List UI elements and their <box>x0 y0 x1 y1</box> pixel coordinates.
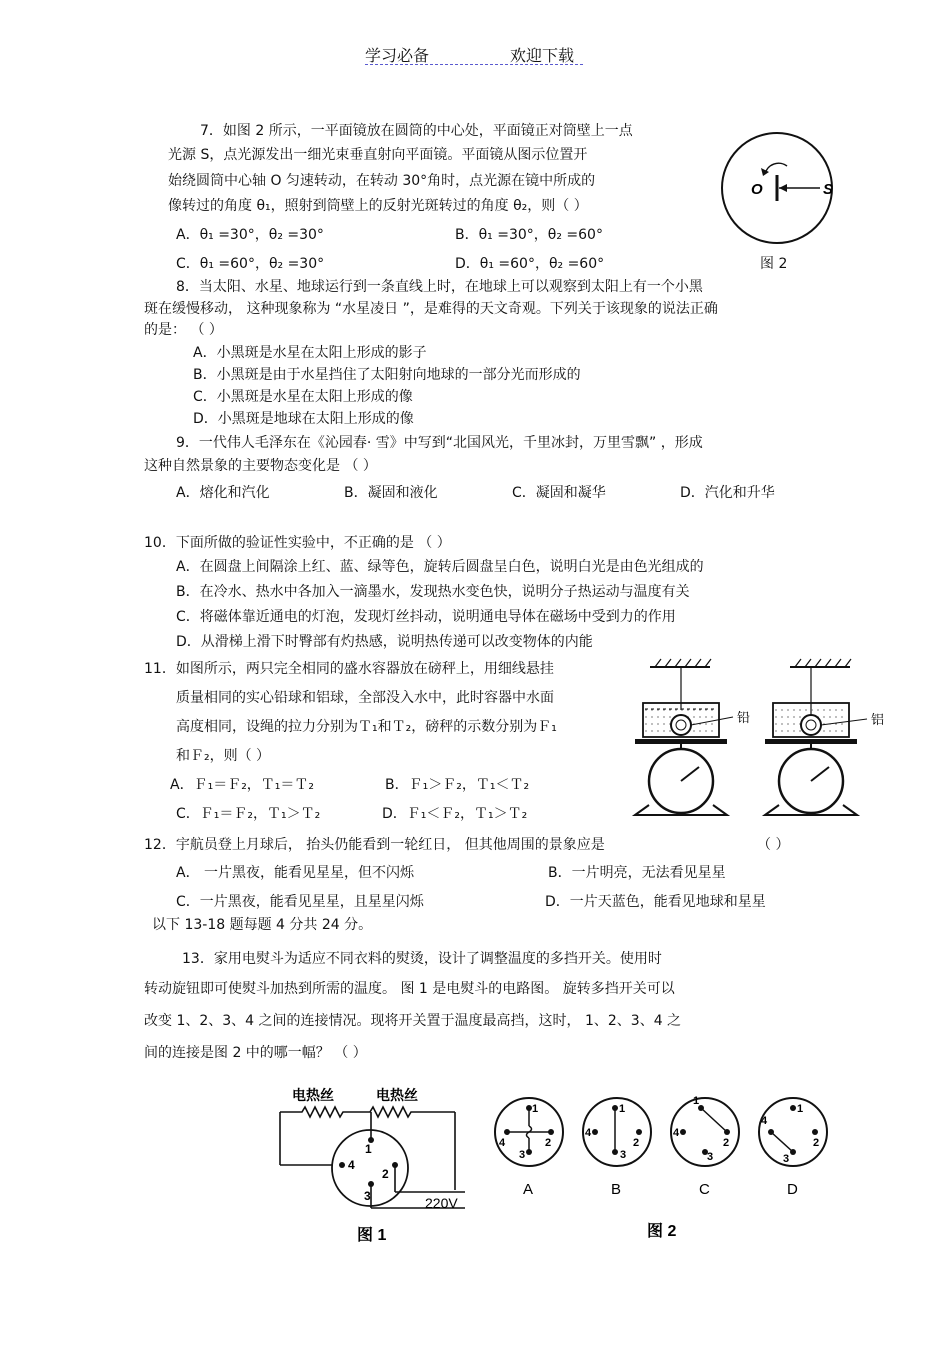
q7-line-1: 7．如图 2 所示，一平面镜放在圆筒的中心处，平面镜正对筒壁上一点 <box>200 123 633 139</box>
b-terminal-4: 4 <box>585 1127 592 1139</box>
header-right: 欢迎下载 <box>510 46 575 65</box>
q13-figure-1-circuit <box>270 1080 470 1250</box>
dial-option-b <box>583 1098 651 1198</box>
d-terminal-4: 4 <box>761 1115 768 1127</box>
heater-wires <box>280 1107 455 1117</box>
dial-option-d <box>759 1098 827 1198</box>
scale-right <box>765 659 884 815</box>
option-a-label: A <box>523 1181 534 1198</box>
option-c-label: C <box>699 1181 710 1198</box>
q13-line-3: 改变 1、2、3、4 之间的连接情况。现将开关置于温度最高挡，这时， 1、2、3、4 之 <box>144 1013 682 1029</box>
terminal-3: 3 <box>364 1189 371 1203</box>
q11-figure-scales <box>615 655 900 820</box>
q11-option-b: B．Ｆ₁＞Ｆ₂，Ｔ₁＜Ｔ₂ <box>385 777 530 793</box>
q11-option-c: C．Ｆ₁＝Ｆ₂，Ｔ₁＞Ｔ₂ <box>176 806 321 822</box>
heater-1-label: 电热丝 <box>292 1087 334 1103</box>
q11-option-a: A．Ｆ₁＝Ｆ₂，Ｔ₁＝Ｔ₂ <box>170 777 315 793</box>
terminal-2: 2 <box>382 1167 389 1181</box>
q7-option-c: C．θ₁ =60°，θ₂ =30° <box>176 256 325 272</box>
q12-paren: （ ） <box>757 837 790 853</box>
q13-line-4: 间的连接是图 2 中的哪一幅？ （ ） <box>144 1045 367 1061</box>
a-terminal-3: 3 <box>519 1149 526 1161</box>
o-label: O <box>751 181 763 198</box>
figure-2-caption: 图 2 <box>647 1223 677 1240</box>
q9-option-b: B．凝固和液化 <box>344 485 438 501</box>
q11-line-2: 质量相同的实心铅球和铝球，全部没入水中，此时容器中水面 <box>176 690 554 706</box>
q9-option-c: C．凝固和凝华 <box>512 485 606 501</box>
scale-left <box>635 659 750 815</box>
q12-option-a: A． 一片黑夜，能看见星星，但不闪烁 <box>176 865 415 881</box>
a-terminal-2: 2 <box>545 1137 552 1149</box>
option-d-label: D <box>787 1181 798 1198</box>
q8-line-1: 8．当太阳、水星、地球运行到一条直线上时，在地球上可以观察到太阳上有一个小黑 <box>176 279 703 295</box>
a-terminal-1: 1 <box>532 1103 539 1115</box>
q8-option-b: B．小黑斑是由于水星挡住了太阳射向地球的一部分光而形成的 <box>193 367 581 383</box>
q9-option-d: D．汽化和升华 <box>680 485 775 501</box>
q11-option-d: D．Ｆ₁＜Ｆ₂，Ｔ₁＞Ｔ₂ <box>382 806 528 822</box>
q7-line-4: 像转过的角度 θ₁，照射到筒壁上的反射光斑转过的角度 θ₂，则（ ） <box>168 198 588 214</box>
header-left: 学习必备 <box>365 46 430 65</box>
q12-option-d: D．一片天蓝色，能看见地球和星星 <box>545 894 766 910</box>
heater-2-label: 电热丝 <box>376 1087 418 1103</box>
q10-option-a: A．在圆盘上间隔涂上红、蓝、绿等色，旋转后圆盘呈白色，说明白光是由色光组成的 <box>176 559 704 575</box>
q10-option-d: D．从滑梯上滑下时臀部有灼热感，说明热传递可以改变物体的内能 <box>176 634 593 650</box>
q7-option-b: B．θ₁ =30°，θ₂ =60° <box>455 227 603 243</box>
q8-option-d: D．小黑斑是地球在太阳上形成的像 <box>193 411 414 427</box>
q12-option-c: C．一片黑夜，能看见星星，且星星闪烁 <box>176 894 424 910</box>
voltage-label: 220V <box>425 1195 458 1211</box>
q7-figure-cylinder <box>715 132 845 247</box>
dial-option-a <box>495 1098 563 1198</box>
q9-option-a: A．熔化和汽化 <box>176 485 270 501</box>
dial-option-c <box>671 1095 739 1198</box>
q8-option-c: C．小黑斑是水星在太阳上形成的像 <box>193 389 413 405</box>
q9-line-1: 9．一代伟人毛泽东在《沁园春· 雪》中写到“北国风光，千里冰封，万里雪飘” ，形成 <box>176 435 703 451</box>
q13-figure-2-options <box>487 1090 847 1250</box>
b-terminal-1: 1 <box>619 1103 626 1115</box>
q8-option-a: A．小黑斑是水星在太阳上形成的影子 <box>193 345 427 361</box>
q10-stem: 10．下面所做的验证性实验中，不正确的是 （ ） <box>144 535 451 551</box>
q8-line-2: 斑在缓慢移动， 这种现象称为 “水星凌日 ”，是难得的天文奇观。下列关于该现象的说法正确 <box>144 301 718 317</box>
b-terminal-2: 2 <box>633 1137 640 1149</box>
c-terminal-1: 1 <box>693 1095 700 1107</box>
q7-line-3: 始绕圆筒中心轴 O 匀速转动，在转动 30°角时，点光源在镜中所成的 <box>168 173 596 189</box>
q12-stem: 12．宇航员登上月球后， 抬头仍能看到一轮红日， 但其他周围的景象应是 <box>144 837 605 853</box>
a-terminal-4: 4 <box>499 1137 506 1149</box>
c-terminal-2: 2 <box>723 1137 730 1149</box>
q12-option-b: B．一片明亮，无法看见星星 <box>548 865 726 881</box>
d-terminal-2: 2 <box>813 1137 820 1149</box>
ray-arrowhead <box>779 184 787 192</box>
q11-line-3: 高度相同，设绳的拉力分别为Ｔ₁和Ｔ₂，磅秤的示数分别为Ｆ₁ <box>176 719 557 735</box>
q13-line-1: 13．家用电熨斗为适应不同衣料的熨烫，设计了调整温度的多挡开关。使用时 <box>182 951 662 967</box>
terminal-4: 4 <box>348 1158 355 1172</box>
q10-option-b: B．在冷水、热水中各加入一滴墨水，发现热水变色快，说明分子热运动与温度有关 <box>176 584 690 600</box>
b-terminal-3: 3 <box>620 1149 627 1161</box>
s-label: S <box>823 181 834 198</box>
q7-option-a: A．θ₁ =30°，θ₂ =30° <box>176 227 324 243</box>
c-terminal-4: 4 <box>673 1127 680 1139</box>
q10-option-c: C．将磁体靠近通电的灯泡，发现灯丝抖动，说明通电导体在磁场中受到力的作用 <box>176 609 676 625</box>
header-divider <box>365 64 583 65</box>
q8-line-3: 的是： （ ） <box>144 322 223 338</box>
q7-line-2: 光源 S，点光源发出一细光束垂直射向平面镜。平面镜从图示位置开 <box>168 147 588 163</box>
lead-label: 铅 <box>737 710 751 725</box>
d-terminal-3: 3 <box>783 1153 790 1165</box>
aluminum-label: 铝 <box>871 712 885 727</box>
d-terminal-1: 1 <box>797 1103 804 1115</box>
terminal-1: 1 <box>365 1142 372 1156</box>
q11-line-1: 11．如图所示，两只完全相同的盛水容器放在磅秤上，用细线悬挂 <box>144 661 554 677</box>
option-b-label: B <box>611 1181 622 1198</box>
q7-option-d: D．θ₁ =60°，θ₂ =60° <box>455 256 605 272</box>
c-terminal-3: 3 <box>707 1151 714 1163</box>
q13-line-2: 转动旋钮即可使熨斗加热到所需的温度。 图 1 是电熨斗的电路图。 旋转多挡开关可以 <box>144 981 675 997</box>
q9-line-2: 这种自然景象的主要物态变化是 （ ） <box>144 458 377 474</box>
section-note: 以下 13-18 题每题 4 分共 24 分。 <box>152 917 373 933</box>
q7-figure-caption: 图 2 <box>760 256 788 272</box>
figure-1-caption: 图 1 <box>357 1227 387 1244</box>
q11-line-4: 和Ｆ₂，则（ ） <box>176 748 271 764</box>
